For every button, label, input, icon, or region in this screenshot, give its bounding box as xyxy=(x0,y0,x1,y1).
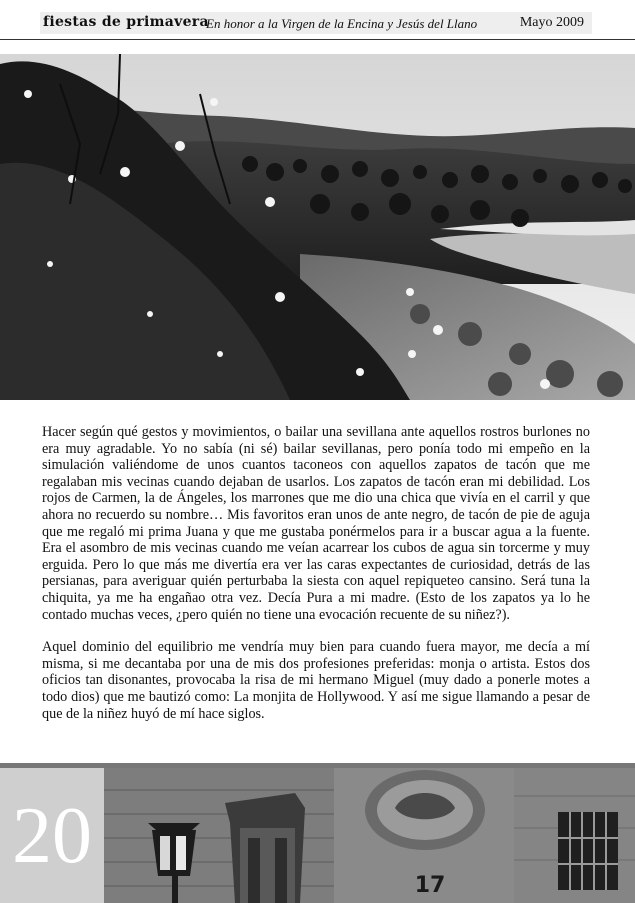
header-rule xyxy=(0,39,635,40)
article-paragraph: Aquel dominio del equilibrio me vendría muy bien para cuando fuera mayor, me decía a mí misma, si me decantaba por una de mis dos profesiones preferidas: monja o artista. Estos dos oficios tan disonantes, provocaba la risa de mi hermano Miguel (muy dado a ponerle motes a todo dios) que me bautizó como: La monjita de Hollywood. Y así me sigue llamando a pesar de que de la niñez huyó de mí hace siglos. xyxy=(42,639,590,722)
page-number: 20 xyxy=(12,791,92,880)
door-number: 17 xyxy=(414,873,446,898)
magazine-title: fiestas de primavera xyxy=(43,14,209,30)
landscape-photo xyxy=(0,54,635,400)
article-paragraph: Hacer según qué gestos y movimientos, o bailar una sevillana ante aquellos rostros burlones no era muy agradable. Yo no sabía (ni sé) bailar sevillanas, pero ponía todo mi empeño en la simulación valiéndome de unos cuantos taconeos con aquellos zapatos de tacón que me regalaban mis vecinas cuando dejaban de usarlos. Los zapatos de tacón eran mi debilidad. Los rojos de Carmen, la de Ángeles, los marrones que me dio una chica que vivía en el carril y que ahora no recuerdo su nombre… Mis favoritos eran unos de ante negro, de tacón de pie de aguja que me regaló mi prima Juana y que me gustaba ponérmelos para ir a buscar agua a la fuente. Era el asombro de mis vecinas cuando me veían acarrear los cubos de agua sin torcerme y muy erguida. Pero lo que más me divertía era ver las caras expectantes de curiosidad, detrás de las persianas, para averiguar quién perturbaba la siesta con aquel repiqueteo cansino. Será tuna la chiquita, ya me ha engañao otra vez. Decía Pura a mi madre. (Esto de los zapatos ya lo he contado muchas veces, ¿pero quién no tiene una evocación recuente de su niñez?). xyxy=(42,424,590,623)
header-subtitle: En honor a la Virgen de la Encina y Jesús del Llano xyxy=(206,16,478,31)
issue-date: Mayo 2009 xyxy=(519,15,584,30)
page-number-box xyxy=(0,768,104,903)
article-body xyxy=(42,424,590,738)
running-header xyxy=(40,12,592,34)
